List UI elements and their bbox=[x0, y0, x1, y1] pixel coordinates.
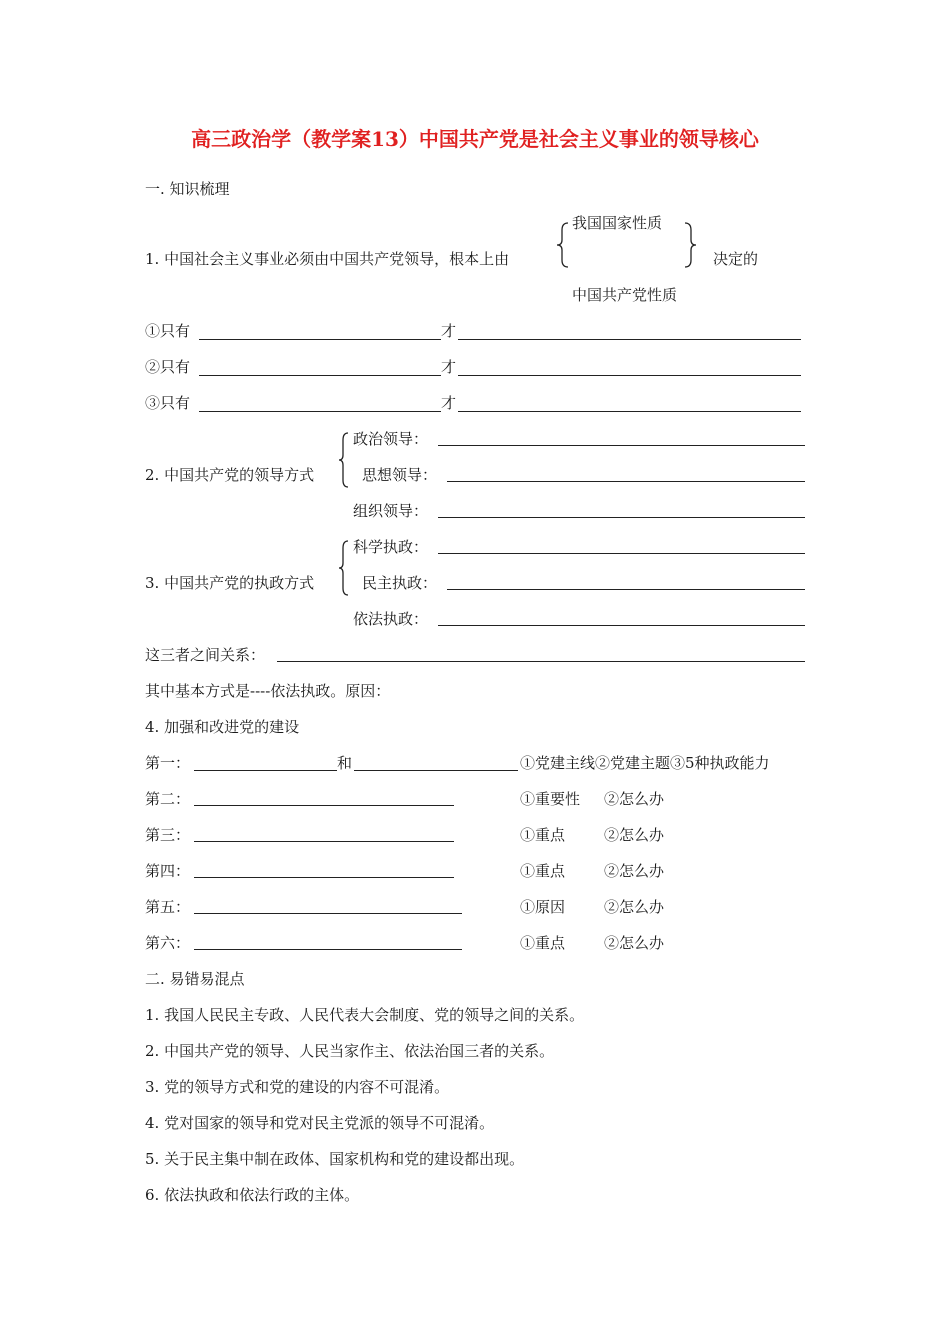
only-row-2-mid: 才 bbox=[441, 358, 457, 376]
right-brace-icon bbox=[683, 222, 697, 268]
confusion-item-2: 2. 中国共产党的领导、人民当家作主、依法治国三者的关系。 bbox=[145, 1042, 555, 1060]
blank-line[interactable] bbox=[458, 339, 801, 340]
party-build-row-2-note2: ②怎么办 bbox=[604, 790, 665, 808]
only-row-1-prefix: ①只有 bbox=[145, 322, 191, 340]
party-build-row-1-and: 和 bbox=[337, 754, 353, 772]
blank-line[interactable] bbox=[194, 841, 454, 842]
blank-line[interactable] bbox=[194, 913, 462, 914]
party-build-row-6-note2: ②怎么办 bbox=[604, 934, 665, 952]
confusion-item-1: 1. 我国人民民主专政、人民代表大会制度、党的领导之间的关系。 bbox=[145, 1006, 585, 1024]
party-build-row-5-note2: ②怎么办 bbox=[604, 898, 665, 916]
blank-line[interactable] bbox=[438, 625, 805, 626]
blank-line[interactable] bbox=[199, 375, 441, 376]
only-row-1-mid: 才 bbox=[441, 322, 457, 340]
blank-line[interactable] bbox=[354, 770, 518, 771]
blank-line[interactable] bbox=[194, 949, 462, 950]
only-row-3-prefix: ③只有 bbox=[145, 394, 191, 412]
only-row-2-prefix: ②只有 bbox=[145, 358, 191, 376]
blank-line[interactable] bbox=[194, 770, 337, 771]
blank-line[interactable] bbox=[438, 517, 805, 518]
blank-line[interactable] bbox=[438, 553, 805, 554]
governance-scientific-label: 科学执政： bbox=[353, 538, 429, 556]
blank-line[interactable] bbox=[199, 339, 441, 340]
basic-method-text: 其中基本方式是----依法执政。原因： bbox=[145, 682, 391, 700]
party-build-row-6-label: 第六： bbox=[145, 934, 191, 952]
party-build-row-2-note1: ①重要性 bbox=[520, 790, 581, 808]
blank-line[interactable] bbox=[277, 661, 805, 662]
item2-text: 2. 中国共产党的领导方式 bbox=[145, 466, 315, 484]
party-build-row-4-note1: ①重点 bbox=[520, 862, 566, 880]
confusion-item-5: 5. 关于民主集中制在政体、国家机构和党的建设都出现。 bbox=[145, 1150, 525, 1168]
confusion-item-3: 3. 党的领导方式和党的建设的内容不可混淆。 bbox=[145, 1078, 450, 1096]
brace-bottom-label: 中国共产党性质 bbox=[572, 286, 678, 304]
party-build-row-3-label: 第三： bbox=[145, 826, 191, 844]
party-build-row-5-label: 第五： bbox=[145, 898, 191, 916]
party-build-row-3-note2: ②怎么办 bbox=[604, 826, 665, 844]
blank-line[interactable] bbox=[199, 411, 441, 412]
governance-democratic-label: 民主执政： bbox=[362, 574, 438, 592]
governance-lawful-label: 依法执政： bbox=[353, 610, 429, 628]
section1-heading: 一. 知识梳理 bbox=[145, 180, 230, 198]
leadership-ideological-label: 思想领导： bbox=[362, 466, 438, 484]
blank-line[interactable] bbox=[438, 445, 805, 446]
left-brace-icon bbox=[338, 432, 350, 488]
blank-line[interactable] bbox=[194, 877, 454, 878]
blank-line[interactable] bbox=[458, 375, 801, 376]
party-build-row-5-note1: ①原因 bbox=[520, 898, 566, 916]
blank-line[interactable] bbox=[447, 481, 805, 482]
left-brace-icon bbox=[338, 540, 350, 596]
item3-text: 3. 中国共产党的执政方式 bbox=[145, 574, 315, 592]
party-build-row-1-label: 第一： bbox=[145, 754, 191, 772]
item4-heading: 4. 加强和改进党的建设 bbox=[145, 718, 300, 736]
confusion-item-4: 4. 党对国家的领导和党对民主党派的领导不可混淆。 bbox=[145, 1114, 495, 1132]
blank-line[interactable] bbox=[458, 411, 801, 412]
party-build-row-4-note2: ②怎么办 bbox=[604, 862, 665, 880]
page-title: 高三政治学（教学案13）中国共产党是社会主义事业的领导核心 bbox=[191, 127, 759, 151]
party-build-row-1-note: ①党建主线②党建主题③5种执政能力 bbox=[520, 754, 770, 772]
blank-line[interactable] bbox=[194, 805, 454, 806]
confusion-item-6: 6. 依法执政和依法行政的主体。 bbox=[145, 1186, 360, 1204]
party-build-row-2-label: 第二： bbox=[145, 790, 191, 808]
relation-label: 这三者之间关系： bbox=[145, 646, 266, 664]
blank-line[interactable] bbox=[447, 589, 805, 590]
left-brace-icon bbox=[556, 222, 570, 268]
item1-text: 1. 中国社会主义事业必须由中国共产党领导，根本上由 bbox=[145, 250, 510, 268]
party-build-row-4-label: 第四： bbox=[145, 862, 191, 880]
brace-top-label: 我国国家性质 bbox=[572, 214, 663, 232]
item1-suffix: 决定的 bbox=[713, 250, 759, 268]
only-row-3-mid: 才 bbox=[441, 394, 457, 412]
leadership-political-label: 政治领导： bbox=[353, 430, 429, 448]
section2-heading: 二. 易错易混点 bbox=[145, 970, 245, 988]
party-build-row-3-note1: ①重点 bbox=[520, 826, 566, 844]
leadership-organizational-label: 组织领导： bbox=[353, 502, 429, 520]
party-build-row-6-note1: ①重点 bbox=[520, 934, 566, 952]
